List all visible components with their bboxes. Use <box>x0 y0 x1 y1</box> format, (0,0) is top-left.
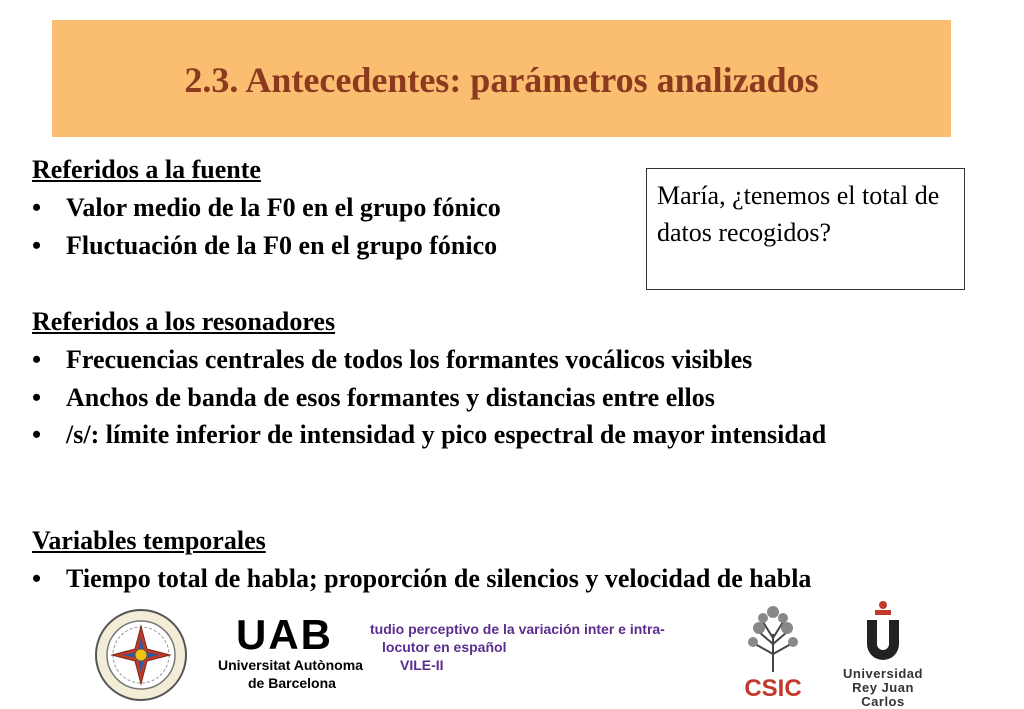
bullet-icon: • <box>32 231 42 260</box>
bullet-list-temporales <box>32 564 811 602</box>
list-item: • /s/: límite inferior de intensidad y pico espectral de mayor intensidad <box>32 420 827 449</box>
bullet-icon: • <box>32 193 42 222</box>
note-box: María, ¿tenemos el total de datos recogidos? <box>646 168 965 290</box>
project-title: tudio perceptivo de la variación inter e intra- locutor en español VILE-II <box>370 621 665 673</box>
bullet-icon: • <box>32 564 42 593</box>
bullet-icon: • <box>32 420 42 449</box>
csic-logo: CSIC <box>735 604 811 703</box>
list-item: • Fluctuación de la F0 en el grupo fónico <box>32 231 498 260</box>
section-heading-fuente: Referidos a la fuente <box>32 155 261 184</box>
bullet-icon: • <box>32 383 42 412</box>
bullet-list-fuente <box>32 193 501 269</box>
uab-logo: UAB Universitat Autònoma de Barcelona <box>218 611 363 691</box>
title-banner <box>52 20 951 137</box>
section-heading-temporales: Variables temporales <box>32 526 266 555</box>
urjc-u-icon <box>859 600 907 662</box>
csic-tree-icon <box>741 604 805 674</box>
urjc-logo: Universidad Rey Juan Carlos <box>833 600 933 709</box>
list-item: • Frecuencias centrales de todos los formantes vocálicos visibles <box>32 345 753 374</box>
university-seal-logo <box>94 608 188 702</box>
list-item: • Valor medio de la F0 en el grupo fónico <box>32 193 501 222</box>
section-heading-resonadores: Referidos a los resonadores <box>32 307 336 336</box>
list-item: • Tiempo total de habla; proporción de silencios y velocidad de habla <box>32 564 812 593</box>
list-item: • Anchos de banda de esos formantes y distancias entre ellos <box>32 383 715 412</box>
slide-title: 2.3. Antecedentes: parámetros analizados <box>184 59 819 100</box>
bullet-icon: • <box>32 345 42 374</box>
footer-logos <box>0 600 1024 709</box>
bullet-list-resonadores <box>32 345 886 456</box>
